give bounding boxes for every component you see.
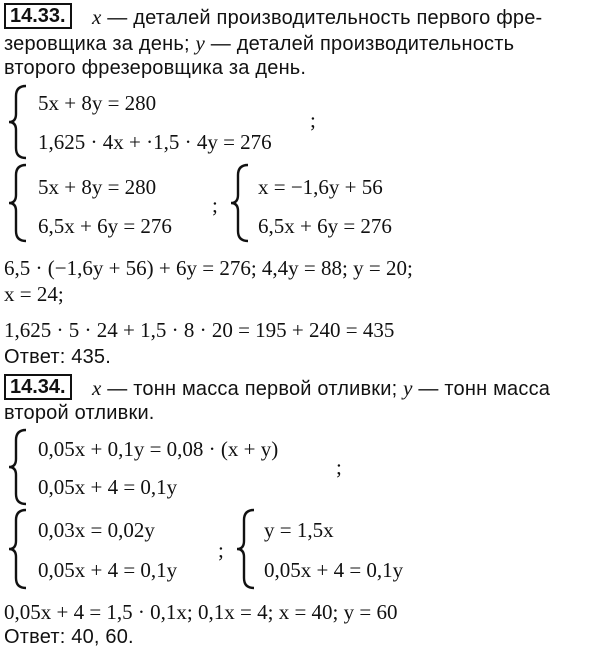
system1-eq1: 0,05x + 0,1y = 0,08 · (x + y) <box>38 437 279 461</box>
intro-line1-text: — деталей производительность первого фре- <box>101 7 543 29</box>
system2-eq1: 5x + 8y = 280 <box>38 175 157 199</box>
system1-separator: ; <box>336 455 342 479</box>
system1-eq2: 0,05x + 4 = 0,1y <box>38 475 178 499</box>
system-brace <box>6 163 28 243</box>
system2-eq2: 6,5x + 6y = 276 <box>38 214 172 238</box>
system3-eq1: x = −1,6y + 56 <box>258 175 383 199</box>
problem-14-33-intro-line2 <box>4 31 514 56</box>
calc-line1: 6,5 · (−1,6y + 56) + 6y = 276; 4,4y = 88; y = 20; <box>4 256 413 280</box>
problem-number-14-33: 14.33. <box>4 3 72 29</box>
system2-separator: ; <box>212 193 218 217</box>
var-y: y <box>195 31 205 55</box>
system-brace <box>234 508 256 590</box>
problem-14-34-intro-line1 <box>92 376 550 401</box>
system2-eq1: 0,03x = 0,02y <box>38 518 155 542</box>
calc-line3: 1,625 · 5 · 24 + 1,5 · 8 · 20 = 195 + 240 = 435 <box>4 318 395 342</box>
var-x: x <box>92 376 102 400</box>
intro-line2-pre: зеровщика за день; <box>4 33 196 55</box>
system1-separator: ; <box>310 108 316 132</box>
system-brace <box>6 428 28 506</box>
answer-14-34: Ответ: 40, 60. <box>4 626 134 648</box>
answer-14-33: Ответ: 435. <box>4 346 111 368</box>
system1-eq1: 5x + 8y = 280 <box>38 91 157 115</box>
calc-line1: 0,05x + 4 = 1,5 · 0,1x; 0,1x = 4; x = 40; y = 60 <box>4 600 398 624</box>
system-brace <box>228 163 250 243</box>
problem-14-33-intro-line3: второго фрезеровщика за день. <box>4 57 307 79</box>
var-x: x <box>92 5 102 29</box>
system3-eq1: y = 1,5x <box>264 518 334 542</box>
system2-separator: ; <box>218 538 224 562</box>
problem-14-34-intro-line2: второй отливки. <box>4 402 155 424</box>
system-brace <box>6 84 28 160</box>
intro-line2-rest: — деталей производительность <box>205 33 515 55</box>
problem-14-33-intro-line1 <box>92 5 542 30</box>
system1-eq2: 1,625 · 4x + ·1,5 · 4y = 276 <box>38 130 272 154</box>
system-brace <box>6 508 28 590</box>
intro-line1-tail: — тонн масса <box>412 378 551 400</box>
calc-line2: x = 24; <box>4 282 64 306</box>
system3-eq2: 6,5x + 6y = 276 <box>258 214 392 238</box>
var-y: y <box>403 376 413 400</box>
system3-eq2: 0,05x + 4 = 0,1y <box>264 558 404 582</box>
intro-line1-text: — тонн масса первой отливки; <box>101 378 404 400</box>
system2-eq2: 0,05x + 4 = 0,1y <box>38 558 178 582</box>
problem-number-14-34: 14.34. <box>4 374 72 400</box>
